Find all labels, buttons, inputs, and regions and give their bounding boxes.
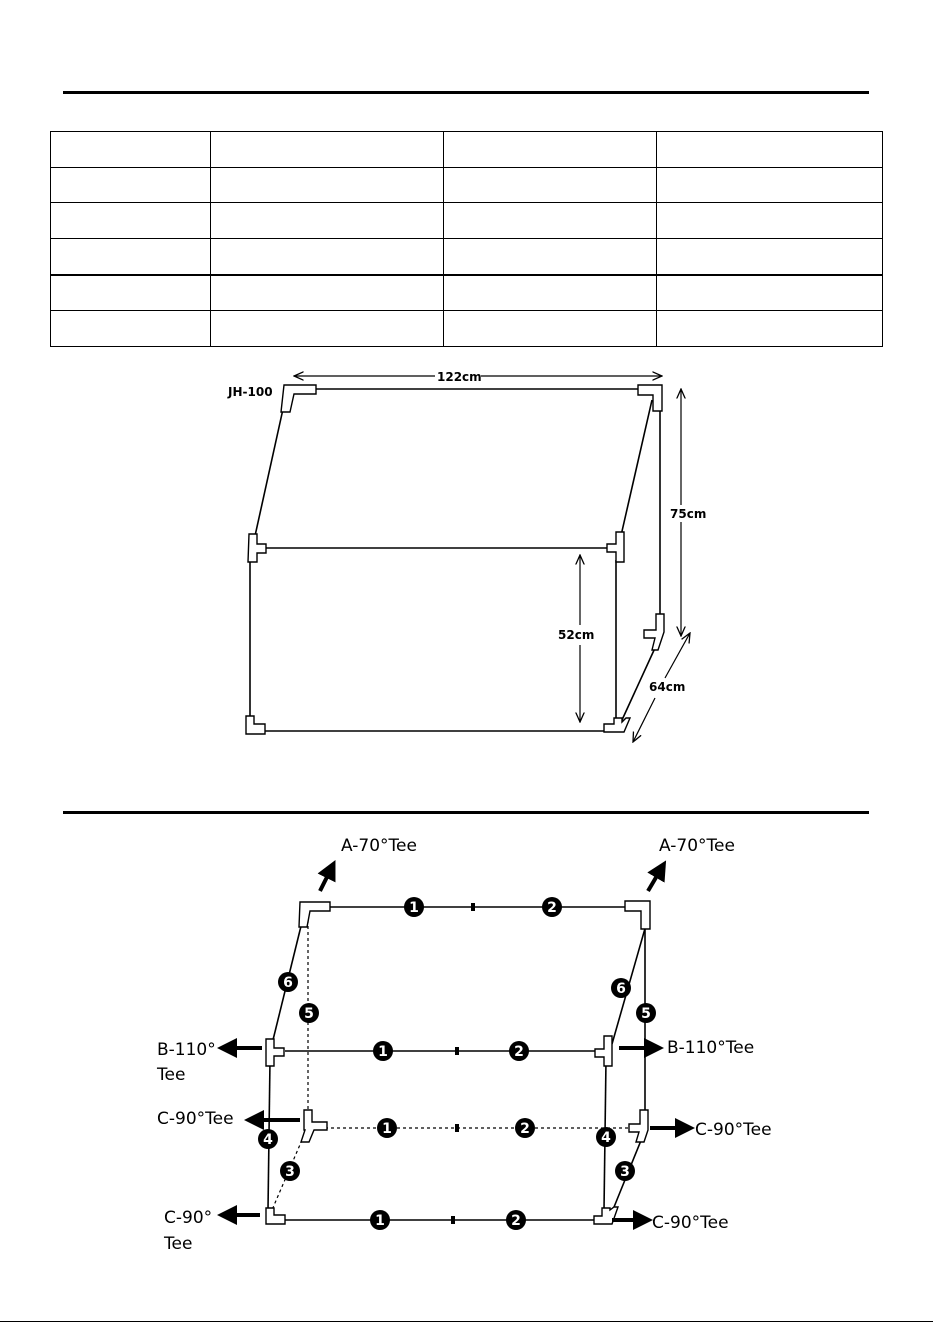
part-marker-2 bbox=[515, 1118, 535, 1138]
part-marker-5 bbox=[299, 1003, 319, 1023]
a-70-tee-connector bbox=[299, 902, 330, 927]
svg-text:2: 2 bbox=[514, 1044, 524, 1060]
part-marker-3 bbox=[280, 1161, 300, 1181]
c-90-tee-connector bbox=[301, 1110, 327, 1142]
front-height-dimension-label: 52cm bbox=[558, 628, 595, 642]
model-label: JH-100 bbox=[228, 385, 273, 399]
part-marker-5 bbox=[636, 1003, 656, 1023]
svg-text:1: 1 bbox=[375, 1213, 385, 1229]
svg-text:4: 4 bbox=[263, 1132, 273, 1148]
part-marker-1 bbox=[370, 1210, 390, 1230]
a-70-tee-label-left: A-70°Tee bbox=[341, 836, 417, 856]
joint-marks bbox=[453, 903, 473, 1224]
svg-text:1: 1 bbox=[382, 1121, 392, 1137]
c-90-tee-connector bbox=[266, 1208, 285, 1224]
b-110-tee-label-right: B-110°Tee bbox=[667, 1038, 755, 1058]
width-dimension-label: 122cm bbox=[437, 370, 482, 384]
c-90-tee-connector bbox=[629, 1110, 648, 1142]
part-marker-2 bbox=[542, 897, 562, 917]
part-marker-6 bbox=[611, 978, 631, 998]
svg-text:6: 6 bbox=[283, 975, 293, 991]
c-90-tee-label-mid-left: C-90°Tee bbox=[157, 1109, 234, 1129]
b-110-tee-connector bbox=[266, 1039, 284, 1066]
svg-text:5: 5 bbox=[304, 1006, 314, 1022]
c-90-tee-label-bottom-left-line2: Tee bbox=[164, 1234, 193, 1254]
svg-text:6: 6 bbox=[616, 981, 626, 997]
b-110-tee-label-left-line2: Tee bbox=[157, 1065, 186, 1085]
assembly-connectors bbox=[266, 901, 650, 1224]
depth-dimension-label: 64cm bbox=[649, 680, 686, 694]
svg-text:2: 2 bbox=[547, 900, 557, 916]
total-height-dimension-label: 75cm bbox=[670, 507, 707, 521]
b-110-tee-label-left: B-110° bbox=[157, 1040, 216, 1060]
svg-text:1: 1 bbox=[409, 900, 419, 916]
part-marker-1 bbox=[377, 1118, 397, 1138]
part-marker-4 bbox=[258, 1129, 278, 1149]
svg-text:5: 5 bbox=[641, 1006, 651, 1022]
svg-text:2: 2 bbox=[511, 1213, 521, 1229]
part-marker-3 bbox=[615, 1161, 635, 1181]
part-marker-6 bbox=[278, 972, 298, 992]
a-70-tee-label-right: A-70°Tee bbox=[659, 836, 735, 856]
svg-text:4: 4 bbox=[601, 1130, 611, 1146]
part-marker-1 bbox=[373, 1041, 393, 1061]
assembly-frame bbox=[268, 907, 648, 1220]
part-marker-4 bbox=[596, 1127, 616, 1147]
svg-text:1: 1 bbox=[378, 1044, 388, 1060]
svg-text:3: 3 bbox=[620, 1164, 630, 1180]
part-marker-2 bbox=[506, 1210, 526, 1230]
c-90-tee-label-bottom-right: C-90°Tee bbox=[652, 1213, 729, 1233]
c-90-tee-label-bottom-left: C-90° bbox=[164, 1208, 213, 1228]
c-90-tee-label-mid-right: C-90°Tee bbox=[695, 1120, 772, 1140]
svg-text:2: 2 bbox=[520, 1121, 530, 1137]
svg-text:3: 3 bbox=[285, 1164, 295, 1180]
part-marker-2 bbox=[509, 1041, 529, 1061]
b-110-tee-connector bbox=[595, 1036, 612, 1066]
hidden-frame bbox=[272, 920, 630, 1210]
part-marker-1 bbox=[404, 897, 424, 917]
part-number-markers bbox=[258, 897, 656, 1230]
a-70-tee-connector bbox=[625, 901, 650, 929]
